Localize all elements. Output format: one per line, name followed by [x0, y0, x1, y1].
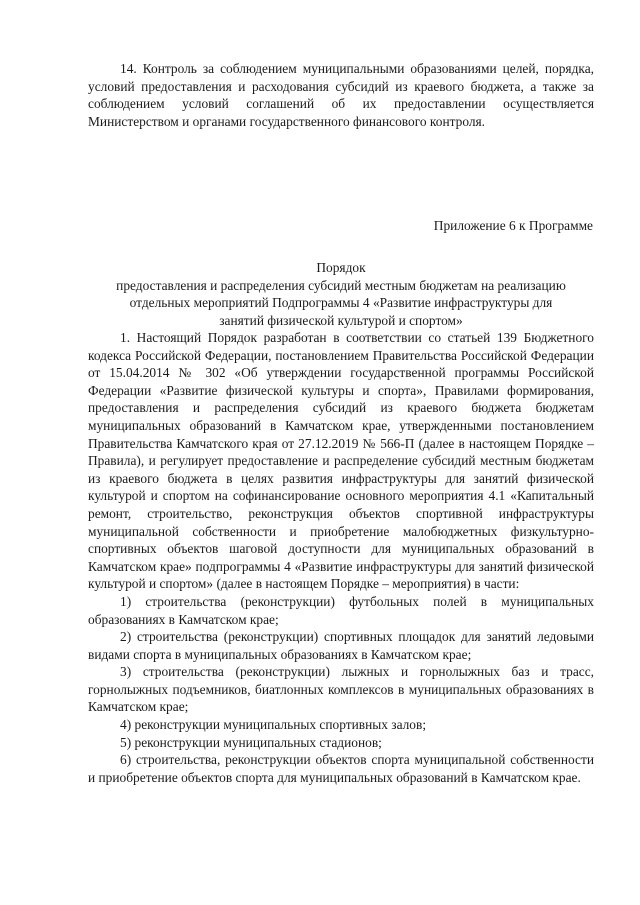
- appendix-label: Приложение 6 к Программе: [433, 218, 593, 233]
- section-14-block: [88, 60, 594, 130]
- list-item: 2) строительства (реконструкции) спортивных площадок для занятий ледовыми видами спорта в муниципальных образованиях в Камчатском крае;: [88, 629, 594, 662]
- document-title: [88, 259, 594, 329]
- list-item: 3) строительства (реконструкции) лыжных и горнолыжных баз и трасс, горнолыжных подъемников, биатлонных комплексов в муниципальных образованиях в Камчатском крае;: [88, 664, 594, 715]
- paragraph-1: 1. Настоящий Порядок разработан в соответствии со статьей 139 Бюджетного кодекса Российской Федерации, постановлением Правительства Российской Федерации от 15.04.2014 № 302 «Об утверждении государственной программы Российской Федерации «Развитие физической культуры и спорта», Правилами формирования, предоставления и распределения субсидий из краевого бюджета бюджетам муниципальных образований в Камчатском крае, утвержденными постановлением Правительства Камчатского края от 27.12.2019 № 566-П (далее в настоящем Порядке – Правила), и регулирует предоставление и распределение субсидий местным бюджетам из краевого бюджета в целях развития инфраструктуры для занятий физической культурой и спортом на софинансирование основного мероприятия 4.1 «Капитальный ремонт, строительство, реконструкция объектов спортивной инфраструктуры муниципальной собственности и приобретение малобюджетных физкультурно-спортивных объектов шаговой доступности для муниципальных образований в Камчатском крае» подпрограммы 4 «Развитие инфраструктуры для занятий физической культурой и спортом» (далее в настоящем Порядке – мероприятия) в части:: [88, 330, 594, 592]
- paragraph-14: 14. Контроль за соблюдением муниципальными образованиями целей, порядка, условий предоставления и расходования субсидий из краевого бюджета, а также за соблюдением условий соглашений об их предоставлении осуществляется Министерством и органами государственного финансового контроля.: [88, 61, 594, 129]
- list-item: 4) реконструкции муниципальных спортивных залов;: [120, 717, 427, 733]
- title-line-2: предоставления и распределения субсидий местным бюджетам на реализацию: [116, 277, 566, 293]
- main-body: [88, 329, 594, 786]
- title-line-3: отдельных мероприятий Подпрограммы 4 «Развитие инфраструктуры для: [129, 295, 553, 311]
- title-line-1: Порядок: [316, 260, 366, 275]
- title-line-4: занятий физической культурой и спортом»: [219, 312, 463, 328]
- list-item: 5) реконструкции муниципальных стадионов;: [120, 734, 382, 750]
- list-item: 1) строительства (реконструкции) футбольных полей в муниципальных образованиях в Камчатском крае;: [88, 593, 594, 627]
- list-item: 6) строительства, реконструкции объектов спорта муниципальной собственности и приобретение объектов спорта для муниципальных образований в Камчатском крае.: [88, 752, 594, 785]
